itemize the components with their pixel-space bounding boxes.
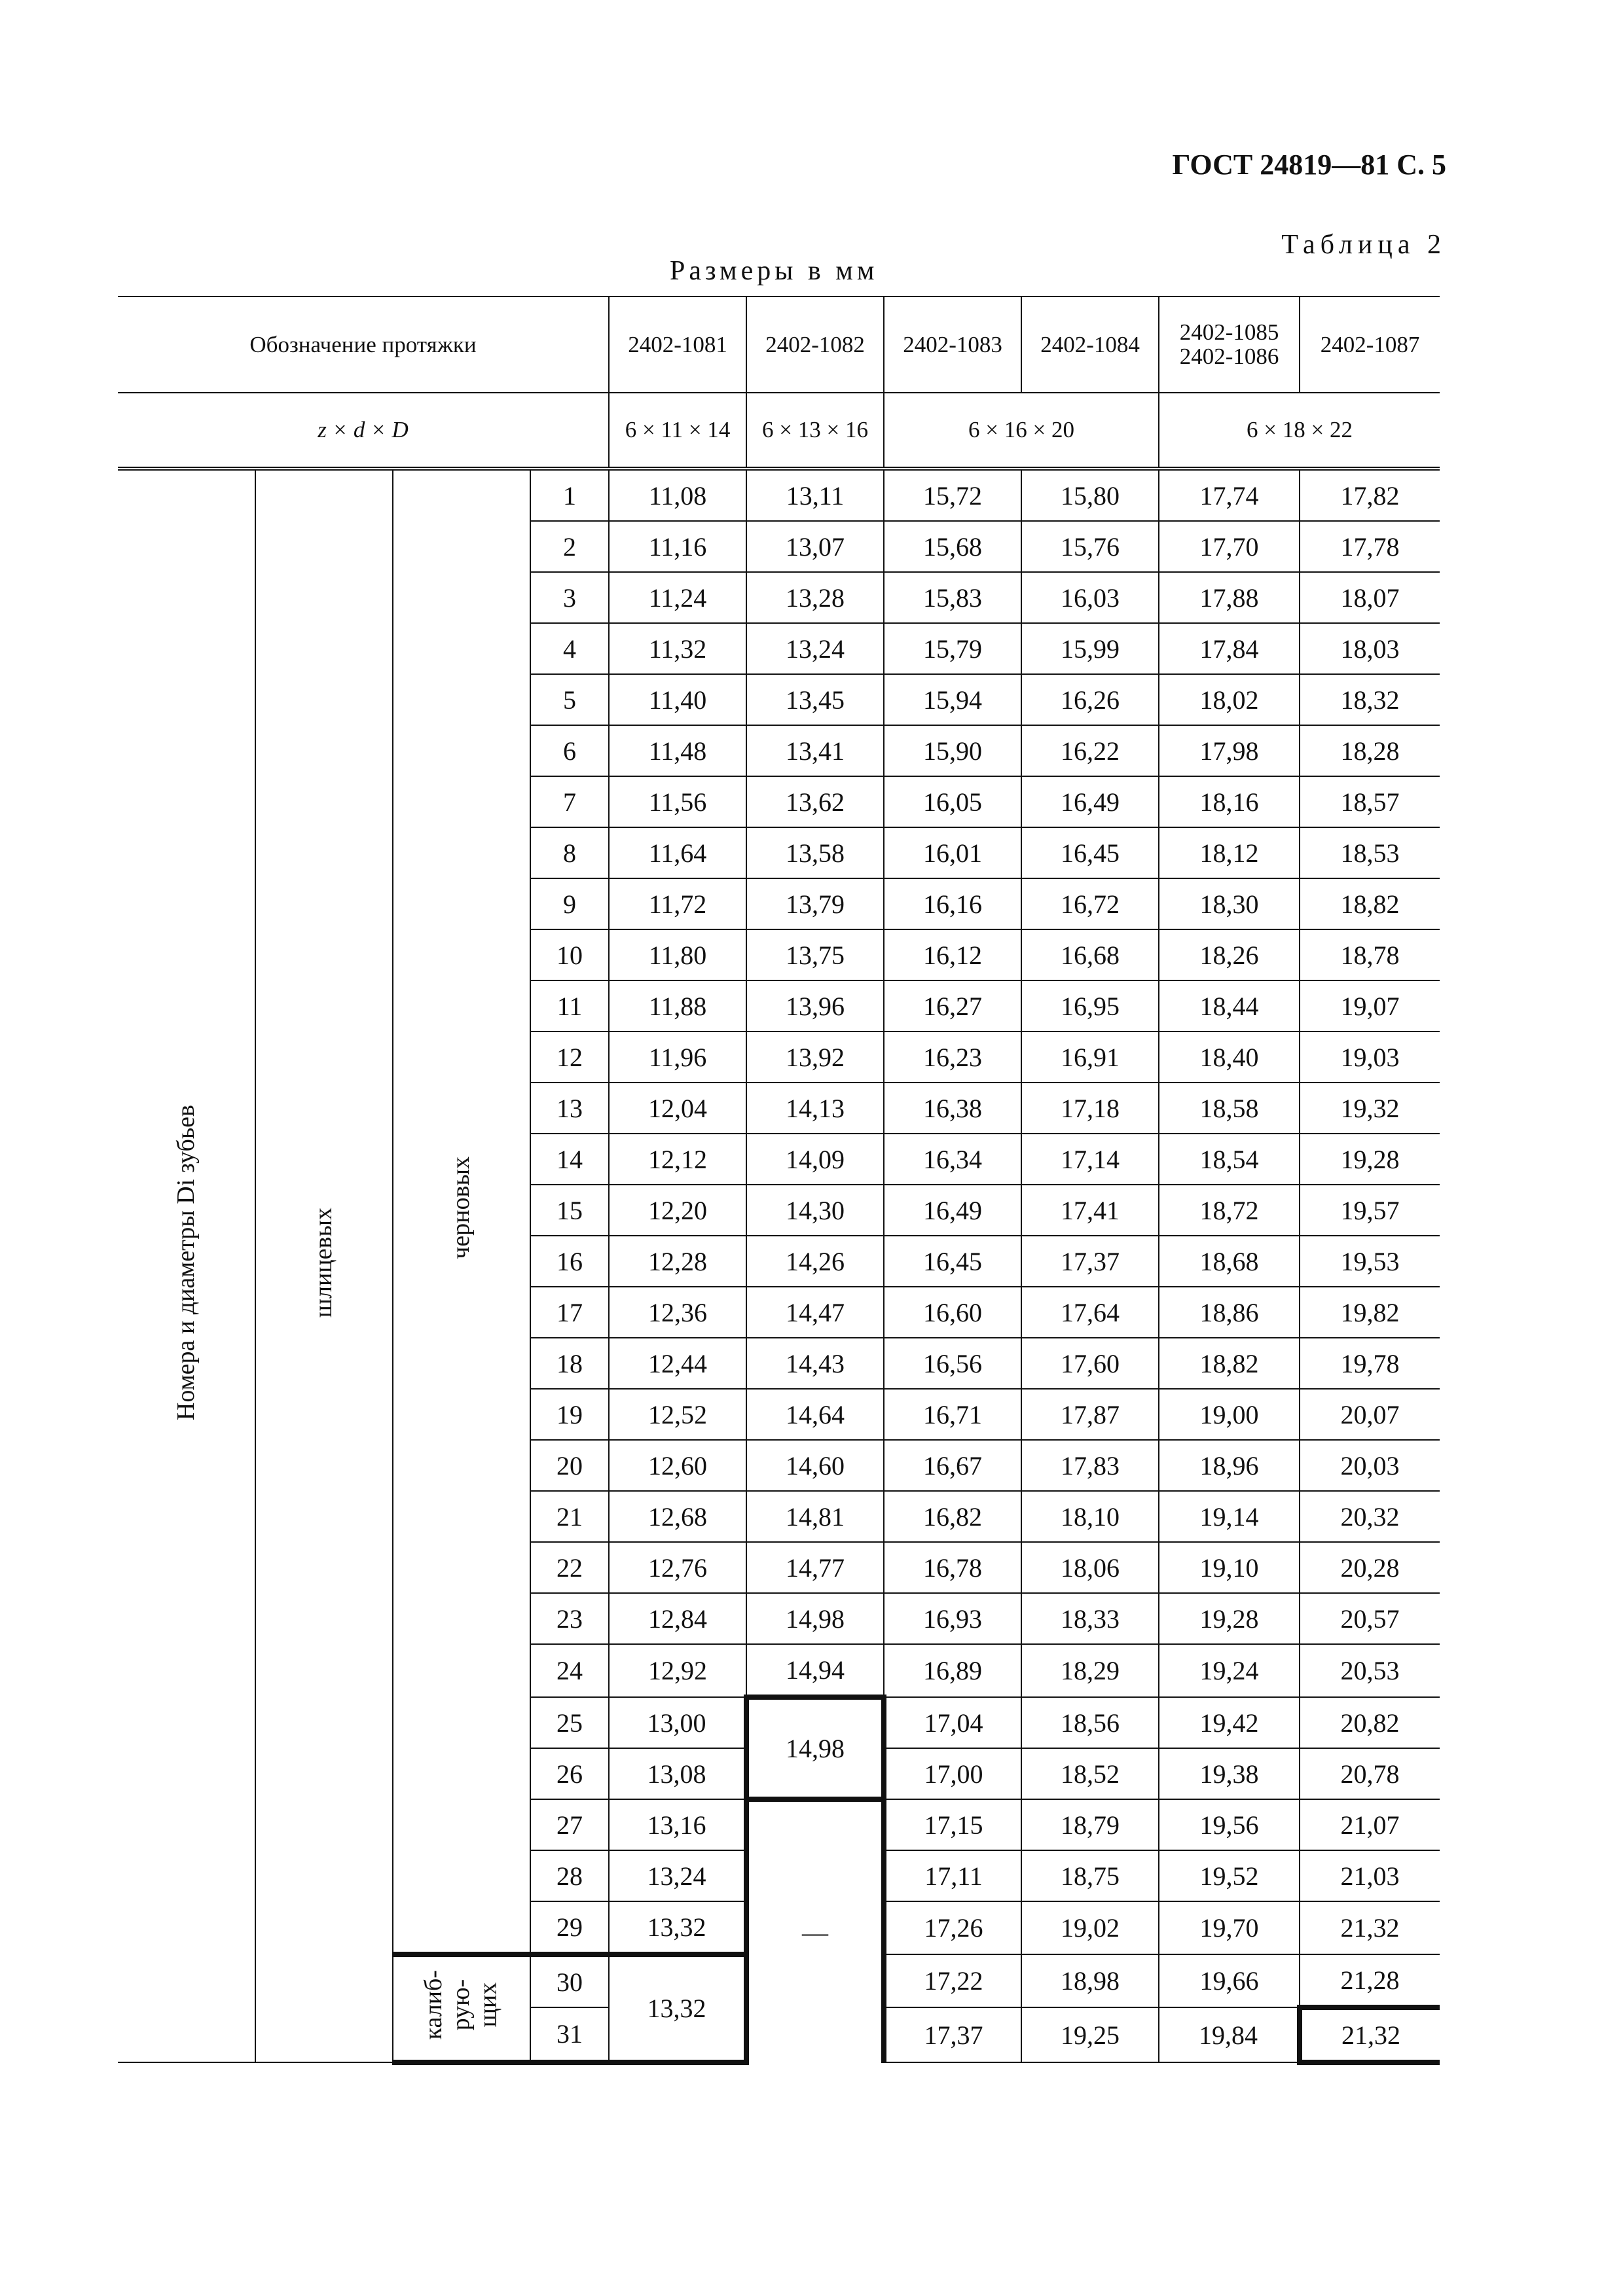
- value-cell: 16,95: [1021, 980, 1159, 1031]
- value-cell: 17,15: [884, 1799, 1021, 1850]
- value-cell: 12,20: [609, 1185, 746, 1236]
- tooth-number: 23: [530, 1593, 609, 1644]
- value-cell: 13,75: [746, 929, 884, 980]
- value-cell: 19,14: [1159, 1491, 1300, 1542]
- value-cell: 17,64: [1021, 1287, 1159, 1338]
- value-cell: 13,24: [609, 1850, 746, 1901]
- value-cell: 16,60: [884, 1287, 1021, 1338]
- tooth-number: 11: [530, 980, 609, 1031]
- designation-line: 2402-1086: [1179, 343, 1279, 369]
- spline-group-text: шлицевых: [310, 1208, 338, 1318]
- value-cell: 12,36: [609, 1287, 746, 1338]
- value-cell: 14,60: [746, 1440, 884, 1491]
- value-cell: 16,56: [884, 1338, 1021, 1389]
- designation-label: Обозначение протяжки: [118, 296, 609, 393]
- value-cell: 16,49: [884, 1185, 1021, 1236]
- tooth-number: 8: [530, 827, 609, 878]
- value-cell: 16,93: [884, 1593, 1021, 1644]
- tooth-number: 3: [530, 572, 609, 623]
- value-cell: 12,68: [609, 1491, 746, 1542]
- value-cell: 18,78: [1300, 929, 1440, 980]
- tooth-number: 31: [530, 2007, 609, 2062]
- value-cell: 12,60: [609, 1440, 746, 1491]
- value-cell: 21,32: [1300, 2007, 1440, 2062]
- calibrating-line: щих: [474, 1982, 502, 2028]
- size-header-row: [118, 393, 1440, 469]
- value-cell: 14,81: [746, 1491, 884, 1542]
- value-cell: 19,02: [1021, 1901, 1159, 1954]
- value-cell: 18,54: [1159, 1134, 1300, 1185]
- value-cell: 12,12: [609, 1134, 746, 1185]
- value-cell: 17,22: [884, 1954, 1021, 2007]
- value-cell: 12,44: [609, 1338, 746, 1389]
- designation-cell: 2402-1082: [746, 296, 884, 393]
- value-cell: 16,71: [884, 1389, 1021, 1440]
- value-cell: 19,28: [1300, 1134, 1440, 1185]
- value-cell: 18,98: [1021, 1954, 1159, 2007]
- value-cell: 17,60: [1021, 1338, 1159, 1389]
- value-cell: 16,03: [1021, 572, 1159, 623]
- value-cell: 11,80: [609, 929, 746, 980]
- value-cell: 12,84: [609, 1593, 746, 1644]
- value-cell: 13,16: [609, 1799, 746, 1850]
- value-cell: 11,56: [609, 776, 746, 827]
- value-cell: 14,30: [746, 1185, 884, 1236]
- value-cell: 17,88: [1159, 572, 1300, 623]
- value-cell: 11,40: [609, 674, 746, 725]
- value-cell: 20,07: [1300, 1389, 1440, 1440]
- value-cell: 12,04: [609, 1083, 746, 1134]
- value-cell: 18,03: [1300, 623, 1440, 674]
- value-cell: 20,32: [1300, 1491, 1440, 1542]
- value-cell: 18,86: [1159, 1287, 1300, 1338]
- tooth-number: 27: [530, 1799, 609, 1850]
- tooth-number: 25: [530, 1697, 609, 1748]
- tooth-number: 24: [530, 1644, 609, 1697]
- tooth-number: 10: [530, 929, 609, 980]
- value-cell: 15,68: [884, 521, 1021, 572]
- tooth-number: 21: [530, 1491, 609, 1542]
- tooth-number: 1: [530, 469, 609, 521]
- tooth-number: 26: [530, 1748, 609, 1799]
- value-cell: 21,28: [1300, 1954, 1440, 2007]
- value-cell: 12,28: [609, 1236, 746, 1287]
- value-cell: 18,79: [1021, 1799, 1159, 1850]
- value-cell: 13,24: [746, 623, 884, 674]
- value-cell: 17,37: [1021, 1236, 1159, 1287]
- value-cell: 13,41: [746, 725, 884, 776]
- value-cell: 18,29: [1021, 1644, 1159, 1697]
- value-cell: 19,32: [1300, 1083, 1440, 1134]
- value-cell: 17,87: [1021, 1389, 1159, 1440]
- rough-group-text: черновых: [447, 1157, 475, 1259]
- value-cell: 16,26: [1021, 674, 1159, 725]
- value-cell: 17,26: [884, 1901, 1021, 1954]
- value-cell: 12,92: [609, 1644, 746, 1697]
- value-cell: 11,88: [609, 980, 746, 1031]
- value-cell: 15,79: [884, 623, 1021, 674]
- tooth-number: 15: [530, 1185, 609, 1236]
- value-cell: 21,07: [1300, 1799, 1440, 1850]
- value-cell: 18,82: [1300, 878, 1440, 929]
- merged-value-cell: 14,98: [746, 1697, 884, 1799]
- value-cell: 20,53: [1300, 1644, 1440, 1697]
- value-cell: 19,07: [1300, 980, 1440, 1031]
- value-cell: 20,57: [1300, 1593, 1440, 1644]
- value-cell: 18,32: [1300, 674, 1440, 725]
- value-cell: 14,26: [746, 1236, 884, 1287]
- tooth-number: 13: [530, 1083, 609, 1134]
- value-cell: 19,78: [1300, 1338, 1440, 1389]
- value-cell: 18,07: [1300, 572, 1440, 623]
- value-cell: 19,82: [1300, 1287, 1440, 1338]
- value-cell: 15,72: [884, 469, 1021, 521]
- calibrating-group-text: [420, 1970, 502, 2039]
- value-cell: 18,44: [1159, 980, 1300, 1031]
- value-cell: 19,84: [1159, 2007, 1300, 2062]
- value-cell: 16,38: [884, 1083, 1021, 1134]
- value-cell: 18,30: [1159, 878, 1300, 929]
- value-cell: 16,34: [884, 1134, 1021, 1185]
- value-cell: 19,53: [1300, 1236, 1440, 1287]
- tooth-number: 6: [530, 725, 609, 776]
- tooth-number: 22: [530, 1542, 609, 1593]
- value-cell: 18,16: [1159, 776, 1300, 827]
- designation-cell: 2402-1083: [884, 296, 1021, 393]
- value-cell: 17,37: [884, 2007, 1021, 2062]
- value-cell: 20,28: [1300, 1542, 1440, 1593]
- merged-value-cell: 13,32: [609, 1954, 746, 2062]
- table-row: [118, 469, 1440, 521]
- table-label: Таблица 2: [1281, 230, 1446, 260]
- value-cell: 18,40: [1159, 1031, 1300, 1083]
- document-reference: ГОСТ 24819—81 С. 5: [1172, 149, 1446, 181]
- value-cell: 17,82: [1300, 469, 1440, 521]
- value-cell: 18,12: [1159, 827, 1300, 878]
- value-cell: 19,28: [1159, 1593, 1300, 1644]
- value-cell: 21,03: [1300, 1850, 1440, 1901]
- value-cell: 18,58: [1159, 1083, 1300, 1134]
- value-cell: 16,22: [1021, 725, 1159, 776]
- calibrating-line: калиб-: [420, 1970, 448, 2040]
- designation-cell-double: [1159, 296, 1300, 393]
- value-cell: 16,01: [884, 827, 1021, 878]
- tooth-number: 18: [530, 1338, 609, 1389]
- value-cell: 16,27: [884, 980, 1021, 1031]
- value-cell: 19,42: [1159, 1697, 1300, 1748]
- value-cell: 19,38: [1159, 1748, 1300, 1799]
- value-cell: 19,25: [1021, 2007, 1159, 2062]
- value-cell: 18,26: [1159, 929, 1300, 980]
- value-cell: 17,84: [1159, 623, 1300, 674]
- value-cell: 19,70: [1159, 1901, 1300, 1954]
- value-cell: 17,04: [884, 1697, 1021, 1748]
- value-cell: 14,09: [746, 1134, 884, 1185]
- value-cell: 16,91: [1021, 1031, 1159, 1083]
- tooth-number: 2: [530, 521, 609, 572]
- value-cell: 16,89: [884, 1644, 1021, 1697]
- value-cell: 15,76: [1021, 521, 1159, 572]
- value-cell: 11,08: [609, 469, 746, 521]
- tooth-number: 20: [530, 1440, 609, 1491]
- value-cell: 18,57: [1300, 776, 1440, 827]
- value-cell: 12,76: [609, 1542, 746, 1593]
- value-cell: 18,33: [1021, 1593, 1159, 1644]
- rough-group: [393, 469, 530, 1954]
- value-cell: 11,64: [609, 827, 746, 878]
- value-cell: 16,49: [1021, 776, 1159, 827]
- value-cell: 19,00: [1159, 1389, 1300, 1440]
- value-cell: 15,90: [884, 725, 1021, 776]
- value-cell: 13,28: [746, 572, 884, 623]
- value-cell: 16,45: [1021, 827, 1159, 878]
- value-cell: 13,00: [609, 1697, 746, 1748]
- tooth-number: 5: [530, 674, 609, 725]
- value-cell: 14,47: [746, 1287, 884, 1338]
- value-cell: 21,32: [1300, 1901, 1440, 1954]
- value-cell: 17,98: [1159, 725, 1300, 776]
- value-cell: 14,98: [746, 1593, 884, 1644]
- tooth-number: 16: [530, 1236, 609, 1287]
- value-cell: 18,68: [1159, 1236, 1300, 1287]
- value-cell: 11,24: [609, 572, 746, 623]
- size-cell: 6 × 11 × 14: [609, 393, 746, 469]
- value-cell: 19,52: [1159, 1850, 1300, 1901]
- value-cell: 19,66: [1159, 1954, 1300, 2007]
- value-cell: 17,14: [1021, 1134, 1159, 1185]
- value-cell: 14,64: [746, 1389, 884, 1440]
- value-cell: 13,96: [746, 980, 884, 1031]
- spline-group: [255, 469, 393, 2062]
- value-cell: 11,16: [609, 521, 746, 572]
- designation-cell: 2402-1081: [609, 296, 746, 393]
- value-cell: 17,78: [1300, 521, 1440, 572]
- designation-header-row: [118, 296, 1440, 393]
- value-cell: 18,02: [1159, 674, 1300, 725]
- value-cell: 15,83: [884, 572, 1021, 623]
- value-cell: 18,75: [1021, 1850, 1159, 1901]
- value-cell: 20,03: [1300, 1440, 1440, 1491]
- value-cell: 17,18: [1021, 1083, 1159, 1134]
- size-cell: 6 × 13 × 16: [746, 393, 884, 469]
- tooth-number: 9: [530, 878, 609, 929]
- tooth-number: 30: [530, 1954, 609, 2007]
- calibrating-line: рую-: [447, 1979, 475, 2031]
- value-cell: 14,43: [746, 1338, 884, 1389]
- value-cell: 17,83: [1021, 1440, 1159, 1491]
- size-label: z × d × D: [118, 393, 609, 469]
- value-cell: 14,77: [746, 1542, 884, 1593]
- value-cell: 17,41: [1021, 1185, 1159, 1236]
- size-cell: 6 × 16 × 20: [884, 393, 1159, 469]
- tooth-number: 17: [530, 1287, 609, 1338]
- tooth-number: 7: [530, 776, 609, 827]
- value-cell: 18,96: [1159, 1440, 1300, 1491]
- value-cell: 18,72: [1159, 1185, 1300, 1236]
- value-cell: 13,92: [746, 1031, 884, 1083]
- value-cell: 17,00: [884, 1748, 1021, 1799]
- tooth-number: 4: [530, 623, 609, 674]
- value-cell: 16,05: [884, 776, 1021, 827]
- value-cell: 12,52: [609, 1389, 746, 1440]
- value-cell: 19,10: [1159, 1542, 1300, 1593]
- value-cell: 17,70: [1159, 521, 1300, 572]
- calibrating-group: [393, 1954, 530, 2062]
- value-cell: 15,94: [884, 674, 1021, 725]
- designation-cell: 2402-1087: [1300, 296, 1440, 393]
- value-cell: 18,06: [1021, 1542, 1159, 1593]
- value-cell: 16,82: [884, 1491, 1021, 1542]
- value-cell: 19,03: [1300, 1031, 1440, 1083]
- value-cell: 18,28: [1300, 725, 1440, 776]
- value-cell: 14,94: [746, 1644, 884, 1697]
- value-cell: 18,10: [1021, 1491, 1159, 1542]
- row-group-text: Номера и диаметры Di зубьев: [172, 1105, 200, 1421]
- value-cell: 13,11: [746, 469, 884, 521]
- broach-dimensions-table: [118, 296, 1440, 2065]
- value-cell: 13,08: [609, 1748, 746, 1799]
- row-group-label: [118, 469, 255, 2062]
- tooth-number: 28: [530, 1850, 609, 1901]
- value-cell: 18,56: [1021, 1697, 1159, 1748]
- value-cell: 11,96: [609, 1031, 746, 1083]
- tooth-number: 14: [530, 1134, 609, 1185]
- units-label: Размеры в мм: [670, 256, 879, 286]
- value-cell: 15,80: [1021, 469, 1159, 521]
- value-cell: 13,58: [746, 827, 884, 878]
- tooth-number: 29: [530, 1901, 609, 1954]
- value-cell: 16,72: [1021, 878, 1159, 929]
- tooth-number: 19: [530, 1389, 609, 1440]
- value-cell: 16,67: [884, 1440, 1021, 1491]
- value-cell: 16,12: [884, 929, 1021, 980]
- value-cell: 16,23: [884, 1031, 1021, 1083]
- value-cell: 19,56: [1159, 1799, 1300, 1850]
- tooth-number: 12: [530, 1031, 609, 1083]
- value-cell: 18,82: [1159, 1338, 1300, 1389]
- value-cell: 11,72: [609, 878, 746, 929]
- value-cell: 15,99: [1021, 623, 1159, 674]
- value-cell: 13,07: [746, 521, 884, 572]
- value-cell: 11,32: [609, 623, 746, 674]
- designation-line: 2402-1085: [1179, 319, 1279, 345]
- value-cell: 13,45: [746, 674, 884, 725]
- value-cell: 13,62: [746, 776, 884, 827]
- value-cell: 17,74: [1159, 469, 1300, 521]
- designation-cell: 2402-1084: [1021, 296, 1159, 393]
- value-cell: 13,32: [609, 1901, 746, 1954]
- value-cell: 18,52: [1021, 1748, 1159, 1799]
- value-cell: 11,48: [609, 725, 746, 776]
- value-cell: 13,79: [746, 878, 884, 929]
- value-cell: 17,11: [884, 1850, 1021, 1901]
- value-cell: 20,82: [1300, 1697, 1440, 1748]
- value-cell: 16,68: [1021, 929, 1159, 980]
- value-cell: 18,53: [1300, 827, 1440, 878]
- dash-cell: —: [746, 1799, 884, 2062]
- value-cell: 19,57: [1300, 1185, 1440, 1236]
- value-cell: 16,78: [884, 1542, 1021, 1593]
- size-cell: 6 × 18 × 22: [1159, 393, 1440, 469]
- value-cell: 14,13: [746, 1083, 884, 1134]
- value-cell: 16,16: [884, 878, 1021, 929]
- value-cell: 19,24: [1159, 1644, 1300, 1697]
- value-cell: 20,78: [1300, 1748, 1440, 1799]
- value-cell: 16,45: [884, 1236, 1021, 1287]
